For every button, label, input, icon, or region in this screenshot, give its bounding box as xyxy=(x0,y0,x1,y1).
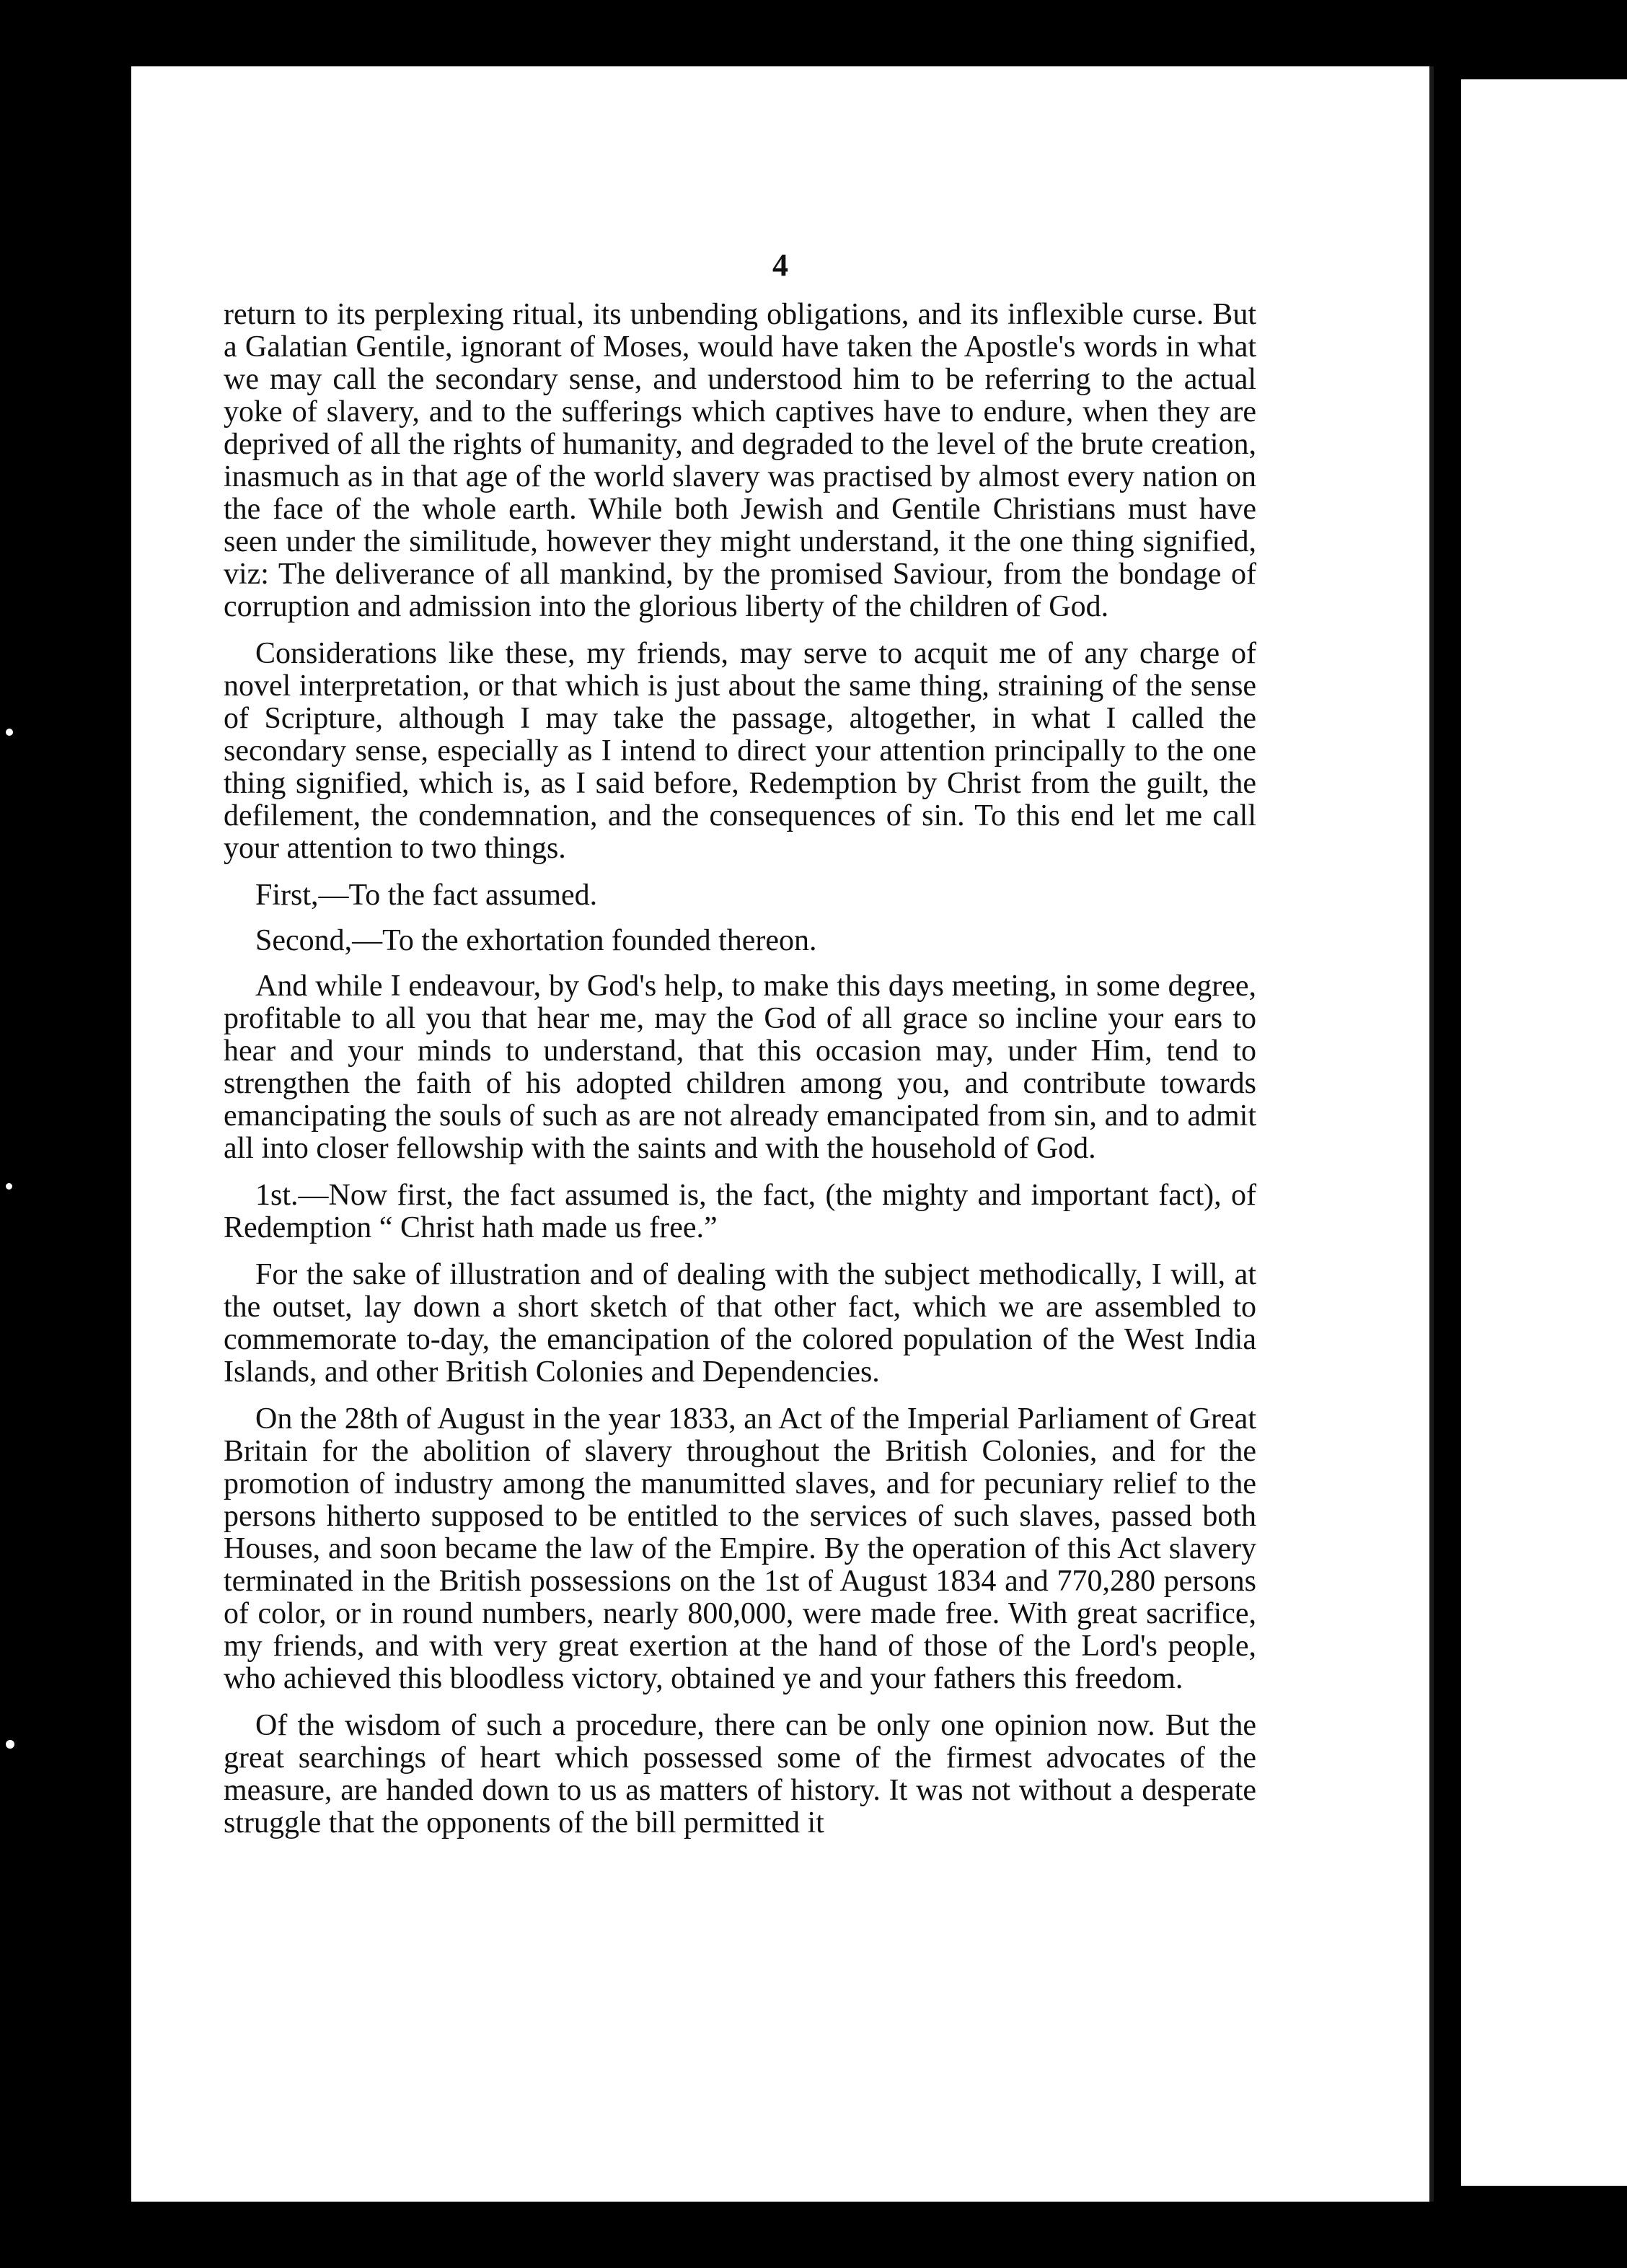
paragraph-3: And while I endeavour, by God's help, to make this days meeting, in some degree, profitable to all you that hear me, may the God of all grace so incline your ears to hear and your minds to understand, that this occasion may, under Him, tend to strengthen the faith of his adopted children among you, and contribute towards emancipating the souls of such as are not already emancipated from sin, and to admit all into closer fellowship with the saints and with the household of God. xyxy=(224,970,1256,1165)
paragraph-7: Of the wisdom of such a procedure, there can be only one opinion now. But the great searchings of heart which possessed some of the firmest advocates of the measure, are handed down to us as matters of history. It was not without a desperate struggle that the opponents of the bill permitted it xyxy=(224,1709,1256,1840)
scan-speck xyxy=(6,1183,12,1190)
scan-speck xyxy=(6,1740,14,1749)
paragraph-2: Considerations like these, my friends, may serve to acquit me of any charge of novel interpretation, or that which is just about the same thing, straining of the sense of Scripture, although I may take the passage, altogether, in what I called the secondary sense, especially as I intend to direct your attention principally to the one thing signified, which is, as I said before, Redemption by Christ from the guilt, the defilement, the condemnation, and the consequences of sin. To this end let me call your attention to two things. xyxy=(224,637,1256,865)
heading-second: Second,—To the exhortation founded thereon. xyxy=(255,924,817,957)
document-page xyxy=(131,66,1434,2202)
page-number: 4 xyxy=(772,247,788,283)
paragraph-4: 1st.—Now first, the fact assumed is, the fact, (the mighty and important fact), of Redemption “ Christ hath made us free.” xyxy=(224,1179,1256,1244)
heading-first: First,—To the fact assumed. xyxy=(255,879,598,912)
paragraph-5: For the sake of illustration and of dealing with the subject methodically, I will, at the outset, lay down a short sketch of that other fact, which we are assembled to commemorate to-day, the emancipation of the colored population of the West India Islands, and other British Colonies and Dependencies. xyxy=(224,1258,1256,1389)
body-text xyxy=(224,299,1256,1854)
scan-speck xyxy=(6,729,13,736)
adjacent-page-edge xyxy=(1461,79,1627,2186)
paragraph-1: return to its perplexing ritual, its unbending obligations, and its inflexible curse. But a Galatian Gentile, ignorant of Moses, would have taken the Apostle's words in what we may call the secondary sense, and understood him to be referring to the actual yoke of slavery, and to the sufferings which captives have to endure, when they are deprived of all the rights of humanity, and degraded to the level of the brute creation, inasmuch as in that age of the world slavery was practised by almost every nation on the face of the whole earth. While both Jewish and Gentile Christians must have seen under the similitude, however they might understand, it the one thing signified, viz: The deliverance of all mankind, by the promised Saviour, from the bondage of corruption and admission into the glorious liberty of the children of God. xyxy=(224,298,1256,623)
paragraph-6: On the 28th of August in the year 1833, an Act of the Imperial Parliament of Great Britain for the abolition of slavery throughout the British Colonies, and for the promotion of industry among the manumitted slaves, and for pecuniary relief to the persons hitherto supposed to be entitled to the services of such slaves, passed both Houses, and soon became the law of the Empire. By the operation of this Act slavery terminated in the British possessions on the 1st of August 1834 and 770,280 persons of color, or in round numbers, nearly 800,000, were made free. With great sacrifice, my friends, and with very great exertion at the hand of those of the Lord's people, who achieved this bloodless victory, obtained ye and your fathers this freedom. xyxy=(224,1402,1256,1695)
